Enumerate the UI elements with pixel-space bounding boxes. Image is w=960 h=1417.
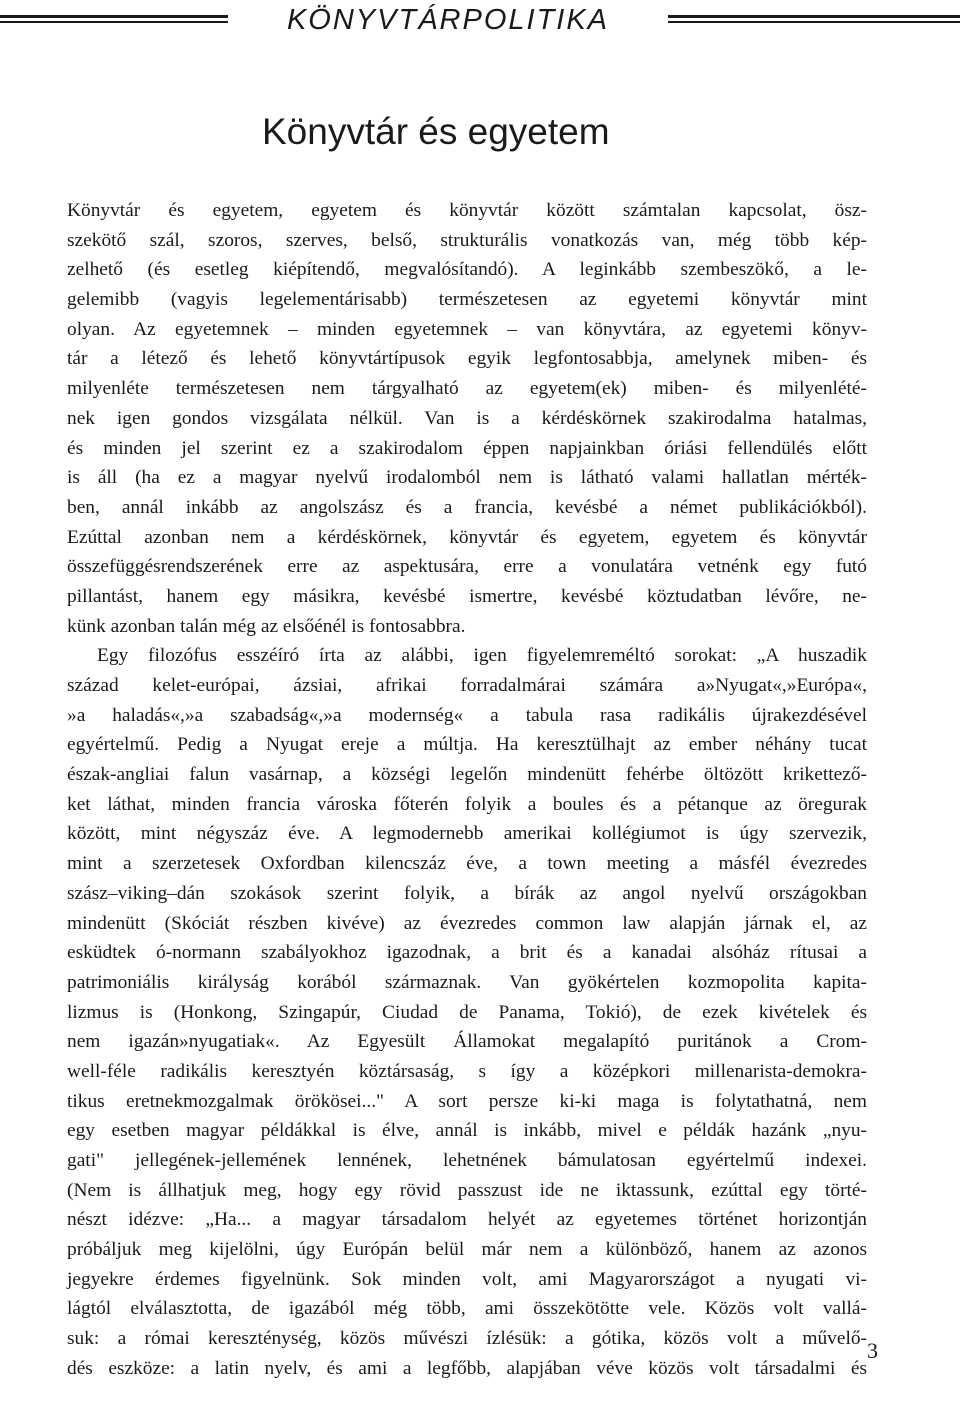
body-line: olyan. Az egyetemnek – minden egyetemnek – van könyvtára, az egyetemi könyv- [67,318,867,340]
body-line: (Nem is állhatjuk meg, hogy egy rövid passzust ide ne iktassunk, ezúttal egy törté- [67,1179,867,1201]
article-title: Könyvtár és egyetem [262,111,610,152]
body-line: között, mint négyszáz éve. A legmodernebb amerikai kollégiumot is úgy szervezik, [67,823,867,845]
body-line: tikus eretnekmozgalmak örökösei..." A sort persze ki-ki maga is folytathatná, nem [67,1090,867,1112]
body-line: Ezúttal azonban nem a kérdéskörnek, könyvtár és egyetem, egyetem és könyvtár [67,526,867,548]
body-line: is áll (ha ez a magyar nyelvű irodalomból nem is látható valami hallatlan mérték- [67,467,867,489]
body-line: nészt idézve: „Ha... a magyar társadalom helyét az egyetemes történet horizontján [67,1209,867,1231]
body-line: összefüggésrendszerének erre az aspektusára, erre a vonulatára vetnénk egy futó [67,556,867,578]
body-line: ket láthat, minden francia városka főterén folyik a boules és a pétanque az öregurak [67,793,867,815]
body-line: szász–viking–dán szokások szerint folyik, a bírák az angol nyelvű országokban [67,882,867,904]
body-line: nek igen gondos vizsgálata nélkül. Van is a kérdéskörnek szakirodalma hatalmas, [67,407,867,429]
body-line: milyenléte természetesen nem tárgyalható az egyetem(ek) miben- és milyenlété- [67,378,867,400]
header-rule-left [0,15,228,23]
body-line: lizmus is (Honkong, Szingapúr, Ciudad de Panama, Tokió), de ezek kivételek és [67,1001,867,1023]
body-line: gati" jellegének-jellemének lennének, lehetnének bámulatosan egyértelmű indexei. [67,1150,867,1171]
body-line: és minden jel szerint ez a szakirodalom éppen napjainkban óriási fellendülés előtt [67,437,867,459]
body-line: egyértelmű. Pedig a Nyugat ereje a múltja. Ha keresztülhajt az ember néhány tucat [67,734,867,756]
body-line: szekötő szál, szoros, szerves, belső, strukturális vonatkozás van, még több kép- [67,229,867,251]
body-line: Egy filozófus esszéíró írta az alábbi, igen figyelemreméltó sorokat: „A huszadik [97,645,867,667]
article-body [67,196,867,1384]
body-line: nem igazán»nyugatiak«. Az Egyesült Államokat megalapító puritánok a Crom- [67,1031,867,1053]
body-line: Könyvtár és egyetem, egyetem és könyvtár között számtalan kapcsolat, ösz- [67,200,867,221]
header-rule-right [668,15,960,23]
section-label: KÖNYVTÁRPOLITIKA [286,4,610,36]
body-line: pillantást, hanem egy másikra, kevésbé ismertre, kevésbé köztudatban lévőre, ne- [67,585,867,607]
body-line: mindenütt (Skóciát részben kivéve) az évezredes common law alapján járnak el, az [67,912,867,934]
body-line: próbáljuk meg kijelölni, úgy Európán belül már nem a különböző, hanem az azonos [67,1239,867,1261]
body-line: künk azonban talán még az elsőénél is fontosabbra. [67,615,466,637]
running-header [0,0,960,40]
body-line: patrimoniális királyság korából származnak. Van gyökértelen kozmopolita kapita- [67,971,867,993]
body-line: ben, annál inkább az angolszász és a francia, kevésbé a német publikációkból). [67,496,867,518]
page-number: 3 [867,1338,878,1363]
body-line: észak-angliai falun vasárnap, a községi legelőn mindenütt fehérbe öltözött krikettező- [67,764,867,786]
body-line: dés eszköze: a latin nyelv, és ami a legfőbb, alapjában véve közös volt társadalmi és [67,1357,867,1379]
body-line: »a haladás«,»a szabadság«,»a modernség« a tabula rasa radikális újrakezdésével [67,704,867,726]
body-line: esküdtek ó-normann szabályokhoz igazodnak, a brit és a kanadai alsóház rítusai a [67,942,867,964]
body-line: tár a létező és lehető könyvtártípusok egyik legfontosabbja, amelynek miben- és [67,348,867,370]
body-line: gelemibb (vagyis legelementárisabb) természetesen az egyetemi könyvtár mint [67,289,867,311]
body-line: jegyekre érdemes figyelnünk. Sok minden volt, ami Magyarországot a nyugati vi- [67,1268,867,1290]
body-line: lágtól elválasztotta, de igazából még több, ami összekötötte vele. Közös volt vallá- [67,1298,867,1320]
body-line: század kelet-európai, ázsiai, afrikai forradalmárai számára a»Nyugat«,»Európa«, [67,675,867,696]
body-line: suk: a római kereszténység, közös művészi ízlésük: a gótika, közös volt a művelő- [67,1328,867,1350]
body-line: zelhető (és esetleg kiépítendő, megvalósítandó). A leginkább szembeszökő, a le- [67,259,867,281]
body-line: egy esetben magyar példákkal is élve, annál is inkább, mivel e példák hazánk „nyu- [67,1120,867,1142]
body-line: well-féle radikális keresztyén köztársaság, s így a középkori millenarista-demokra- [67,1060,867,1082]
body-line: mint a szerzetesek Oxfordban kilencszáz éve, a town meeting a másfél évezredes [67,853,867,875]
